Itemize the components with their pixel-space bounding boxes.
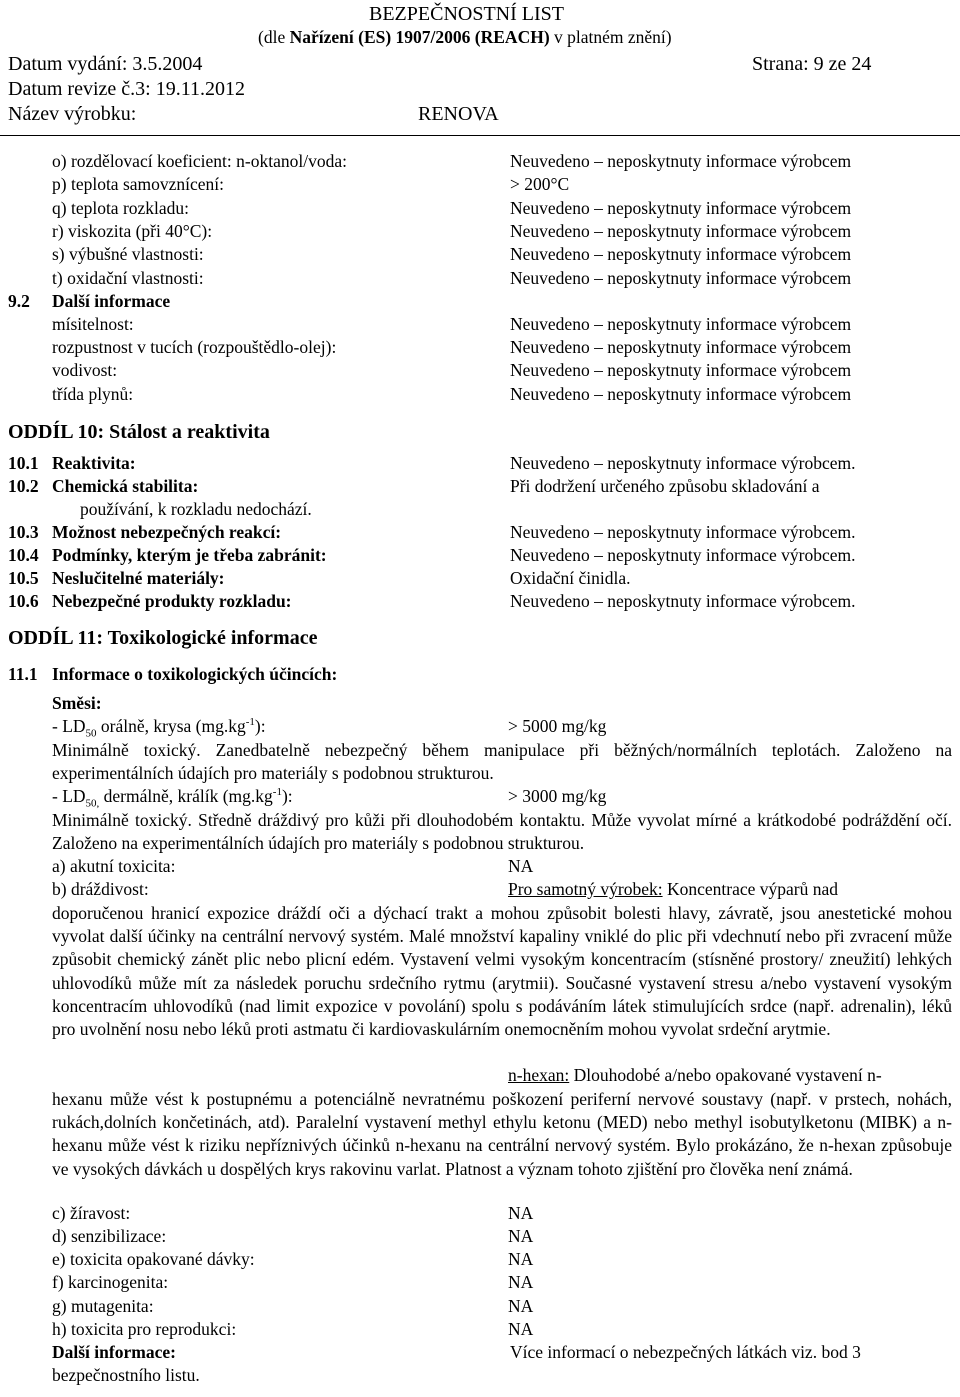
subtitle-regulation: Nařízení (ES) 1907/2006 (REACH) [289, 27, 550, 47]
property-label: vodivost: [52, 360, 118, 380]
property-label: mísitelnost: [52, 314, 134, 334]
property-label: o) rozdělovací koeficient: n-oktanol/voda: [52, 151, 347, 171]
subsection-value: Neuvedeno – neposkytnuty informace výrobcem. [510, 522, 856, 542]
hazard-value: NA [508, 856, 534, 876]
property-value: Neuvedeno – neposkytnuty informace výrobcem [510, 337, 852, 357]
ld-route: dermálně, králík (mg.kg [99, 786, 273, 806]
property-value: Neuvedeno – neposkytnuty informace výrobcem [510, 384, 852, 404]
property-value: Neuvedeno – neposkytnuty informace výrobcem [510, 314, 852, 334]
more-info-label: Další informace: [52, 1342, 176, 1362]
irritation-product-heading: Pro samotný výrobek: [508, 879, 663, 899]
subsection-number: 11.1 [8, 664, 38, 684]
ld-prefix: - LD [52, 786, 86, 806]
subsection-number: 10.5 [8, 568, 39, 588]
subsection-value: Neuvedeno – neposkytnuty informace výrobcem. [510, 453, 856, 473]
hazard-label: b) dráždivost: [52, 879, 149, 899]
section-title: ODDÍL 10: Stálost a reaktivita [8, 421, 270, 443]
paragraph: doporučenou hranicí expozice dráždí oči a dýchací trakt a mohou způsobit bolesti hlavy, závratě, jsou anestetické mohou vyvolat další účinky na centrální nervový systém. Malé množství kapaliny vniklé do plic při vdechnutí nebo při zvracení může způsobit chemický zánět plic nebo plicní edém. Vystavení velmi vysokým koncentracím (stísněné prostory/ zneužití) lehkých uhlovodíků může mít za následek poruchu srdečního rytmu (arytmii). Současné vystavení stresu a/nebo vystavení vysokým koncentracím uhlovodíků (nad limit expozice v povolání) spolu s podáváním látek stimulujících srdce (např. adrenalin), léků pro uvolnění nosu nebo léků proti astmatu či kardiovaskulárním onemocněním mohou vyvolat srdeční arytmie. [52, 903, 952, 1040]
hazard-value: NA [508, 1272, 534, 1292]
subsection-number: 10.1 [8, 453, 39, 473]
subsection-value: Oxidační činidla. [510, 568, 631, 588]
ld-prefix: - LD [52, 716, 86, 736]
page-number: Strana: 9 ze 24 [752, 53, 872, 75]
hazard-label: f) karcinogenita: [52, 1272, 169, 1292]
ld50-dermal-value: > 3000 mg/kg [508, 786, 607, 806]
subsection-title: Chemická stabilita: [52, 476, 199, 496]
hazard-label: e) toxicita opakované dávky: [52, 1249, 255, 1269]
property-label: r) viskozita (při 40°C): [52, 221, 213, 241]
property-label: q) teplota rozkladu: [52, 198, 190, 218]
subsection-title: Reaktivita: [52, 453, 136, 473]
hazard-label: g) mutagenita: [52, 1296, 154, 1316]
more-info-continued: bezpečnostního listu. [52, 1365, 200, 1385]
ld-subscript: 50 [85, 727, 97, 740]
paragraph: Minimálně toxický. Středně dráždivý pro kůži při dlouhodobém kontaktu. Může vyvolat mírné a krátkodobé podráždění očí. Založeno na experimentálních údajích pro materiály s podobnou strukturou. [52, 810, 952, 854]
subtitle-suffix: v platném znění) [549, 27, 672, 47]
subsection-number: 10.3 [8, 522, 39, 542]
hexane-lead-text: Dlouhodobé a/nebo opakované vystavení n- [569, 1065, 882, 1085]
product-name: RENOVA [418, 103, 499, 125]
subsection-value-continued: používání, k rozkladu nedochází. [80, 499, 312, 519]
ld-suffix: ): [254, 716, 266, 736]
subsection-value: Neuvedeno – neposkytnuty informace výrobcem. [510, 591, 856, 611]
ld50-dermal-label [52, 786, 293, 810]
doc-title: BEZPEČNOSTNÍ LIST [369, 3, 564, 25]
section-title: ODDÍL 11: Toxikologické informace [8, 627, 318, 649]
ld-superscript: -1 [245, 716, 255, 729]
hexane-lead [508, 1065, 882, 1086]
paragraph: Minimálně toxický. Zanedbatelně nebezpečný během manipulace při běžných/normálních teplotách. Založeno na experimentálních údajích pro materiály s podobnou strukturou. [52, 740, 952, 784]
more-info-value: Více informací o nebezpečných látkách viz. bod 3 [510, 1342, 861, 1362]
property-value: Neuvedeno – neposkytnuty informace výrobcem [510, 360, 852, 380]
property-label: p) teplota samovznícení: [52, 174, 225, 194]
hazard-value: NA [508, 1203, 534, 1223]
property-value: Neuvedeno – neposkytnuty informace výrobcem [510, 151, 852, 171]
subsection-title: Nebezpečné produkty rozkladu: [52, 591, 292, 611]
property-label: třída plynů: [52, 384, 134, 404]
subsection-number: 9.2 [8, 291, 30, 311]
subsection-title: Možnost nebezpečných reakcí: [52, 522, 282, 542]
hazard-label: a) akutní toxicita: [52, 856, 176, 876]
property-value: > 200°C [510, 174, 570, 194]
subsection-value: Při dodržení určeného způsobu skladování a [510, 476, 820, 496]
issue-date: Datum vydání: 3.5.2004 [8, 53, 203, 75]
ld50-oral-value: > 5000 mg/kg [508, 716, 607, 736]
irritation-lead [508, 879, 838, 900]
mixtures-label: Směsi: [52, 693, 102, 713]
hazard-value: NA [508, 1226, 534, 1246]
property-label: rozpustnost v tucích (rozpouštědlo-olej): [52, 337, 337, 357]
subsection-number: 10.4 [8, 545, 39, 565]
header-divider [0, 135, 960, 136]
property-label: s) výbušné vlastnosti: [52, 244, 204, 264]
hazard-label: d) senzibilizace: [52, 1226, 167, 1246]
subtitle-prefix: (dle [258, 27, 290, 47]
ld-superscript: -1 [272, 786, 282, 799]
property-value: Neuvedeno – neposkytnuty informace výrobcem [510, 268, 852, 288]
property-value: Neuvedeno – neposkytnuty informace výrobcem [510, 198, 852, 218]
hazard-value: NA [508, 1249, 534, 1269]
subsection-title: Podmínky, kterým je třeba zabránit: [52, 545, 327, 565]
property-value: Neuvedeno – neposkytnuty informace výrobcem [510, 221, 852, 241]
irritation-lead-text: Koncentrace výparů nad [662, 879, 838, 899]
paragraph: hexanu může vést k postupnému a potenciálně nevratnému poškození periferní nervové soustavy (např. v prstech, nohách, rukách,dolních končetinách, atd). Paralelní vystavení methyl ethylu ketonu (MED) nebo methyl isobutylketonu (MIBK) a n-hexanu může vést k riziku nepříznivých účinků n-hexanu na centrální nervový systém. Bylo prokázáno, že n-hexan způsobuje ve vysokých dávkách u dospělých krys rakovinu varlat. Platnost a význam tohoto zjištění pro člověka není známá. [52, 1089, 952, 1179]
hazard-label: h) toxicita pro reprodukci: [52, 1319, 237, 1339]
ld-route: orálně, krysa (mg.kg [96, 716, 246, 736]
revision-date: Datum revize č.3: 19.11.2012 [8, 78, 245, 100]
product-label: Název výrobku: [8, 103, 137, 125]
subsection-title: Další informace [52, 291, 171, 311]
subsection-number: 10.6 [8, 591, 39, 611]
hazard-label: c) žíravost: [52, 1203, 131, 1223]
hazard-value: NA [508, 1296, 534, 1316]
ld-suffix: ): [281, 786, 293, 806]
ld-subscript: 50, [85, 797, 100, 810]
hexane-heading: n-hexan: [508, 1065, 570, 1085]
doc-subtitle [258, 27, 672, 48]
subsection-title: Neslučitelné materiály: [52, 568, 225, 588]
hazard-value: NA [508, 1319, 534, 1339]
subsection-value: Neuvedeno – neposkytnuty informace výrobcem. [510, 545, 856, 565]
property-value: Neuvedeno – neposkytnuty informace výrobcem [510, 244, 852, 264]
ld50-oral-label [52, 716, 266, 740]
subsection-title: Informace o toxikologických účincích: [52, 664, 338, 684]
subsection-number: 10.2 [8, 476, 39, 496]
property-label: t) oxidační vlastnosti: [52, 268, 204, 288]
